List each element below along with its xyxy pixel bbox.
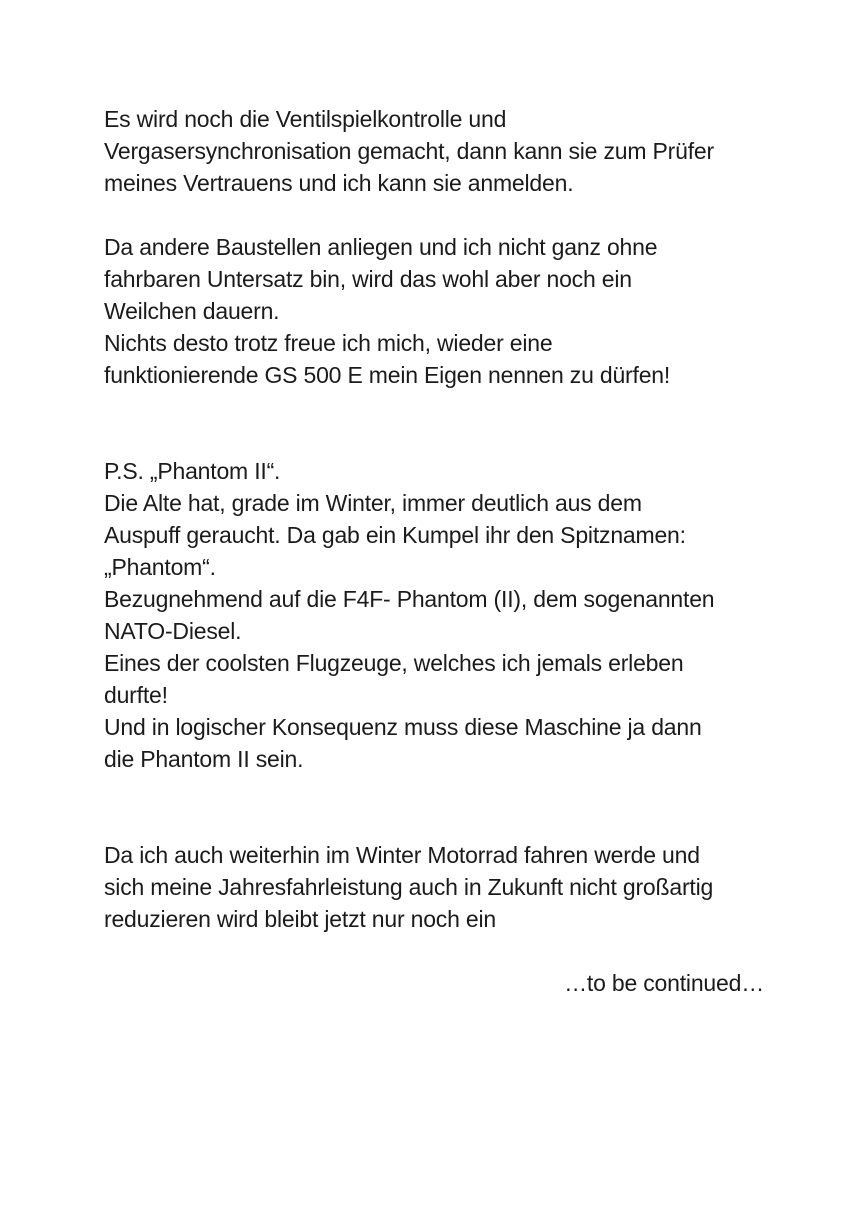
to-be-continued-line: …to be continued… [564, 970, 764, 996]
text-line: „Phantom“. [104, 554, 216, 580]
text-line: meines Vertrauens und ich kann sie anmelden. [104, 170, 574, 196]
text-line: Es wird noch die Ventilspielkontrolle und [104, 106, 507, 132]
text-line: Da ich auch weiterhin im Winter Motorrad fahren werde und [104, 842, 700, 868]
text-line: Weilchen dauern. [104, 298, 280, 324]
paragraph-baustellen [104, 231, 764, 391]
paragraph-winter [104, 839, 764, 935]
text-line: funktionierende GS 500 E mein Eigen nennen zu dürfen! [104, 362, 671, 388]
text-line: Auspuff geraucht. Da gab ein Kumpel ihr den Spitznamen: [104, 522, 686, 548]
text-line: Eines der coolsten Flugzeuge, welches ich jemals erleben [104, 650, 684, 676]
text-line: Die Alte hat, grade im Winter, immer deutlich aus dem [104, 490, 642, 516]
text-line: Bezugnehmend auf die F4F- Phantom (II), dem sogenannten [104, 586, 715, 612]
text-line: die Phantom II sein. [104, 746, 304, 772]
text-line: reduzieren wird bleibt jetzt nur noch ein [104, 906, 496, 932]
text-line: durfte! [104, 682, 168, 708]
text-line: Vergasersynchronisation gemacht, dann kann sie zum Prüfer [104, 138, 714, 164]
text-line: Da andere Baustellen anliegen und ich nicht ganz ohne [104, 234, 658, 260]
document-body [104, 103, 764, 999]
text-line: Nichts desto trotz freue ich mich, wieder eine [104, 330, 553, 356]
text-line: fahrbaren Untersatz bin, wird das wohl aber noch ein [104, 266, 632, 292]
text-line: Und in logischer Konsequenz muss diese Maschine ja dann [104, 714, 702, 740]
paragraph-intro [104, 103, 764, 199]
text-line: NATO-Diesel. [104, 618, 242, 644]
text-line: sich meine Jahresfahrleistung auch in Zukunft nicht großartig [104, 874, 714, 900]
text-line: P.S. „Phantom II“. [104, 458, 281, 484]
paragraph-ps-phantom [104, 455, 764, 775]
